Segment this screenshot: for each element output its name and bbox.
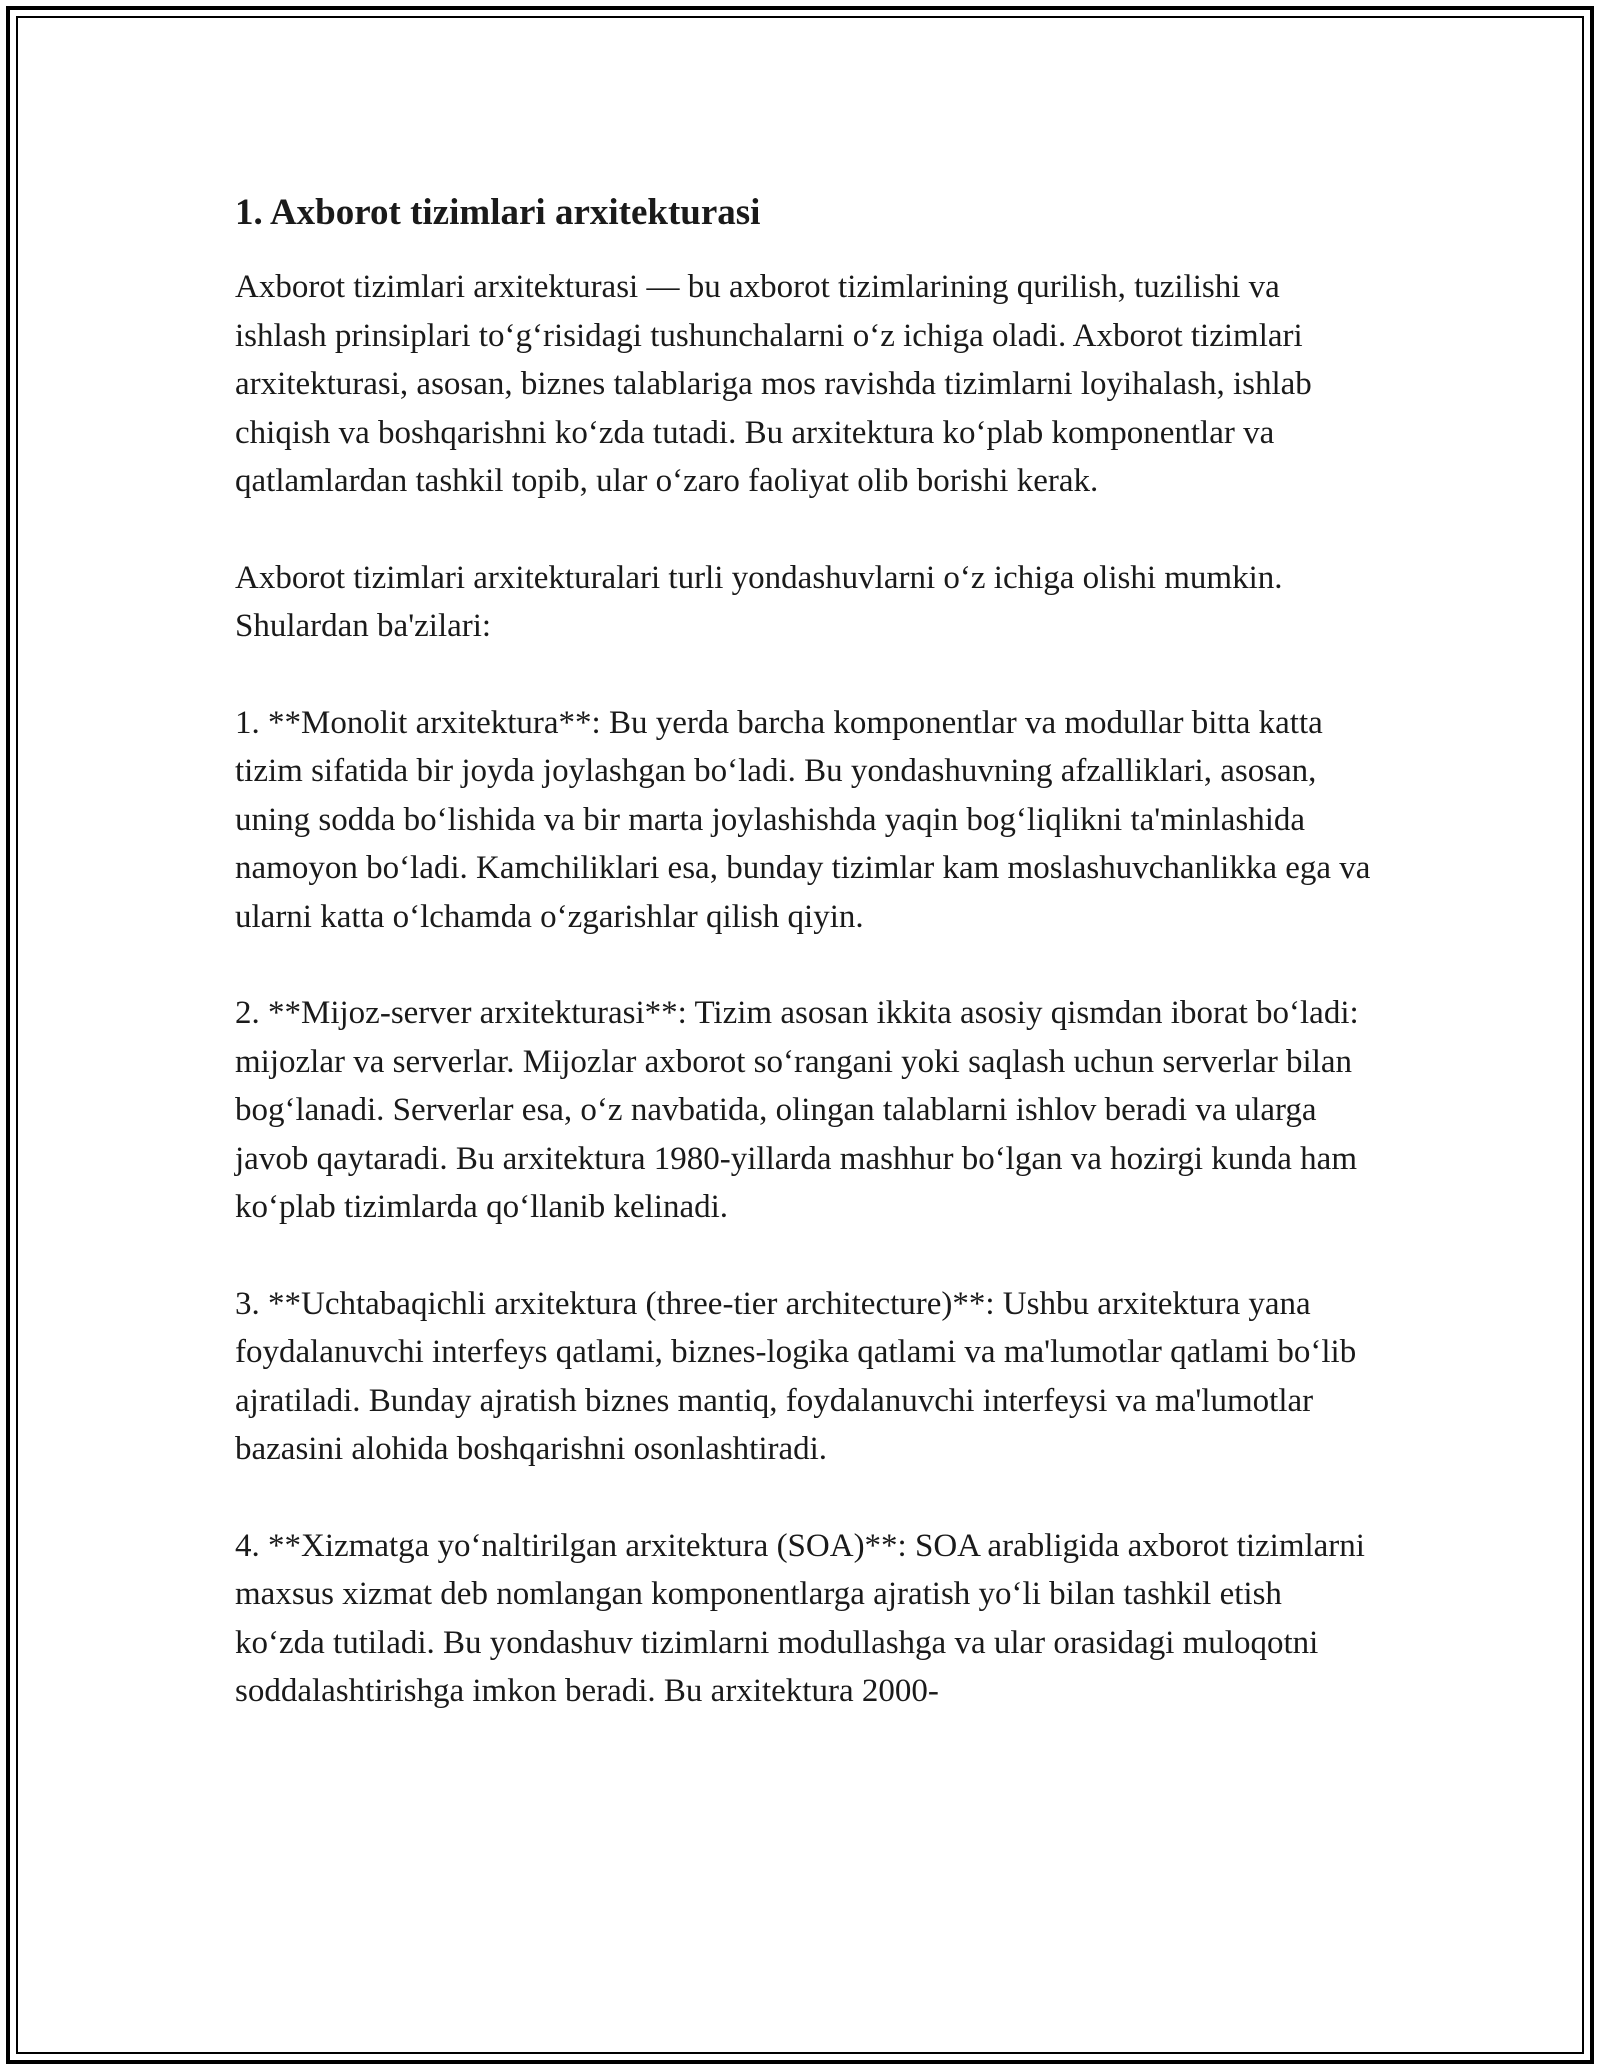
paragraph-approaches: Axborot tizimlari arxitekturalari turli yondashuvlarni o‘z ichiga olishi mumkin. Shulardan ba'zilari:	[235, 559, 1283, 644]
section-heading: 1. Axborot tizimlari arxitekturasi	[235, 192, 761, 233]
document-body	[235, 185, 1375, 1764]
paragraph-intro: Axborot tizimlari arxitekturasi — bu axborot tizimlarining qurilish, tuzilishi va ishlash prinsiplari to‘g‘risidagi tushunchalarni o‘z ichiga oladi. Axborot tizimlari arxitekturasi, asosan, biznes talablariga mos ravishda tizimlarni loyihalash, ishlab chiqish va boshqarishni ko‘zda tutadi. Bu arxitektura ko‘plab komponentlar va qatlamlardan tashkil topib, ular o‘zaro faoliyat olib borishi kerak.	[235, 269, 1312, 499]
paragraph-monolith: 1. **Monolit arxitektura**: Bu yerda barcha komponentlar va modullar bitta katta tizim sifatida bir joyda joylashgan bo‘ladi. Bu yondashuvning afzalliklari, asosan, uning sodda bo‘lishida va bir marta joylashishda yaqin bog‘liqlikni ta'minlashida namoyon bo‘ladi. Kamchiliklari esa, bunday tizimlar kam moslashuvchanlikka ega va ularni katta o‘lchamda o‘zgarishlar qilish qiyin.	[235, 704, 1371, 935]
paragraph-soa: 4. **Xizmatga yo‘naltirilgan arxitektura (SOA)**: SOA arabligida axborot tizimlarni maxsus xizmat deb nomlangan komponentlarga ajratish yo‘li bilan tashkil etish ko‘zda tutiladi. Bu yondashuv tizimlarni modullashga va ular orasidagi muloqotni soddalashtirishga imkon beradi. Bu arxitektura 2000-	[235, 1527, 1365, 1709]
paragraph-client-server: 2. **Mijoz-server arxitekturasi**: Tizim asosan ikkita asosiy qismdan iborat bo‘ladi: mijozlar va serverlar. Mijozlar axborot so‘rangani yoki saqlash uchun serverlar bilan bog‘lanadi. Serverlar esa, o‘z navbatida, olingan talablarni ishlov beradi va ularga javob qaytaradi. Bu arxitektura 1980-yillarda mashhur bo‘lgan va hozirgi kunda ham ko‘plab tizimlarda qo‘llanib kelinadi.	[235, 995, 1359, 1225]
paragraph-three-tier: 3. **Uchtabaqichli arxitektura (three-tier architecture)**: Ushbu arxitektura yana foydalanuvchi interfeys qatlami, biznes-logika qatlami va ma'lumotlar qatlami bo‘lib ajratiladi. Bunday ajratish biznes mantiq, foydalanuvchi interfeysi va ma'lumotlar bazasini alohida boshqarishni osonlashtiradi.	[235, 1285, 1357, 1467]
